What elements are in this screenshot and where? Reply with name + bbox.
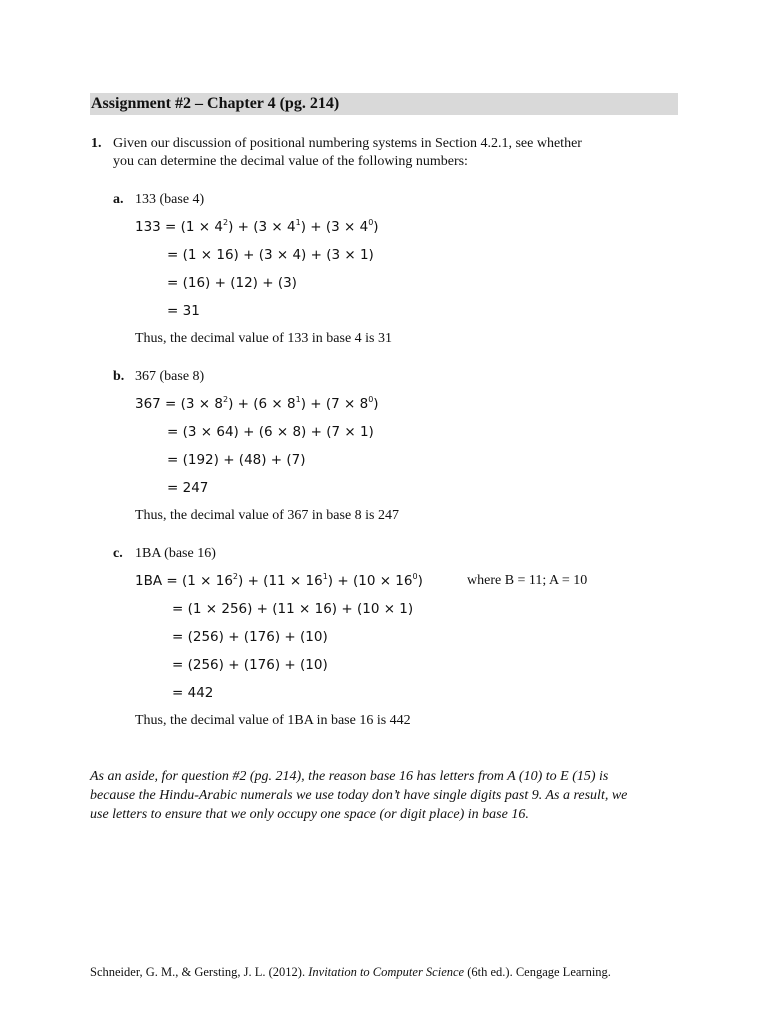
citation-book: Invitation to Computer Science — [308, 965, 465, 979]
part-c-note: where B = 11; A = 10 — [467, 573, 588, 588]
part-c-heading: 1BA (base 16) — [135, 546, 216, 561]
part-b-line-2: = (3 × 64) + (6 × 8) + (7 × 1) — [167, 424, 374, 440]
part-c-line-4: = (256) + (176) + (10) — [172, 657, 328, 673]
page-title: Assignment #2 – Chapter 4 (pg. 214) — [91, 95, 340, 112]
part-b-heading: 367 (base 8) — [135, 369, 205, 384]
part-b-conclusion: Thus, the decimal value of 367 in base 8 is 247 — [135, 508, 399, 523]
aside-line-3: use letters to ensure that we only occupy one space (or digit place) in base 16. — [90, 807, 529, 822]
part-c-line-5: = 442 — [172, 685, 214, 701]
aside-line-2: because the Hindu-Arabic numerals we use today don’t have single digits past 9. As a result, we — [90, 788, 628, 803]
part-a-heading: 133 (base 4) — [135, 192, 205, 207]
part-a-line-3: = (16) + (12) + (3) — [167, 275, 297, 291]
part-c-line-1: $1BA = (1 \times 16^2) + (11 \times 16^1) + (10 \times 16^0)$ — [135, 572, 423, 589]
part-b-label: b. — [113, 369, 125, 384]
part-c-conclusion: Thus, the decimal value of 1BA in base 16 is 442 — [135, 713, 411, 728]
question-number: 1. — [91, 136, 102, 151]
citation-rest: (6th ed.). Cengage Learning. — [467, 965, 611, 979]
part-b-line-1: $367 = (3 \times 8^2) + (6 \times 8^1) + (7 \times 8^0)$ — [135, 395, 379, 412]
citation-authors: Schneider, G. M., & Gersting, J. L. (2012). — [90, 965, 306, 979]
part-a-label: a. — [113, 192, 124, 207]
part-a-line-4: = 31 — [167, 303, 200, 319]
part-b-line-3: = (192) + (48) + (7) — [167, 452, 306, 468]
question-line-2: you can determine the decimal value of the following numbers: — [113, 154, 468, 169]
part-b-line-4: = 247 — [167, 480, 209, 496]
citation — [90, 963, 611, 981]
part-c-label: c. — [113, 546, 123, 561]
aside-line-1: As an aside, for question #2 (pg. 214), the reason base 16 has letters from A (10) to E (15) is — [90, 769, 609, 784]
part-c-line-2: = (1 × 256) + (11 × 16) + (10 × 1) — [172, 601, 414, 617]
part-a-conclusion: Thus, the decimal value of 133 in base 4 is 31 — [135, 331, 392, 346]
part-c-line-3: = (256) + (176) + (10) — [172, 629, 328, 645]
part-a-line-1: $133 = (1 \times 4^2) + (3 \times 4^1) + (3 \times 4^0)$ — [135, 218, 379, 235]
part-a-line-2: = (1 × 16) + (3 × 4) + (3 × 1) — [167, 247, 374, 263]
question-line-1: Given our discussion of positional numbering systems in Section 4.2.1, see whether — [113, 136, 582, 151]
